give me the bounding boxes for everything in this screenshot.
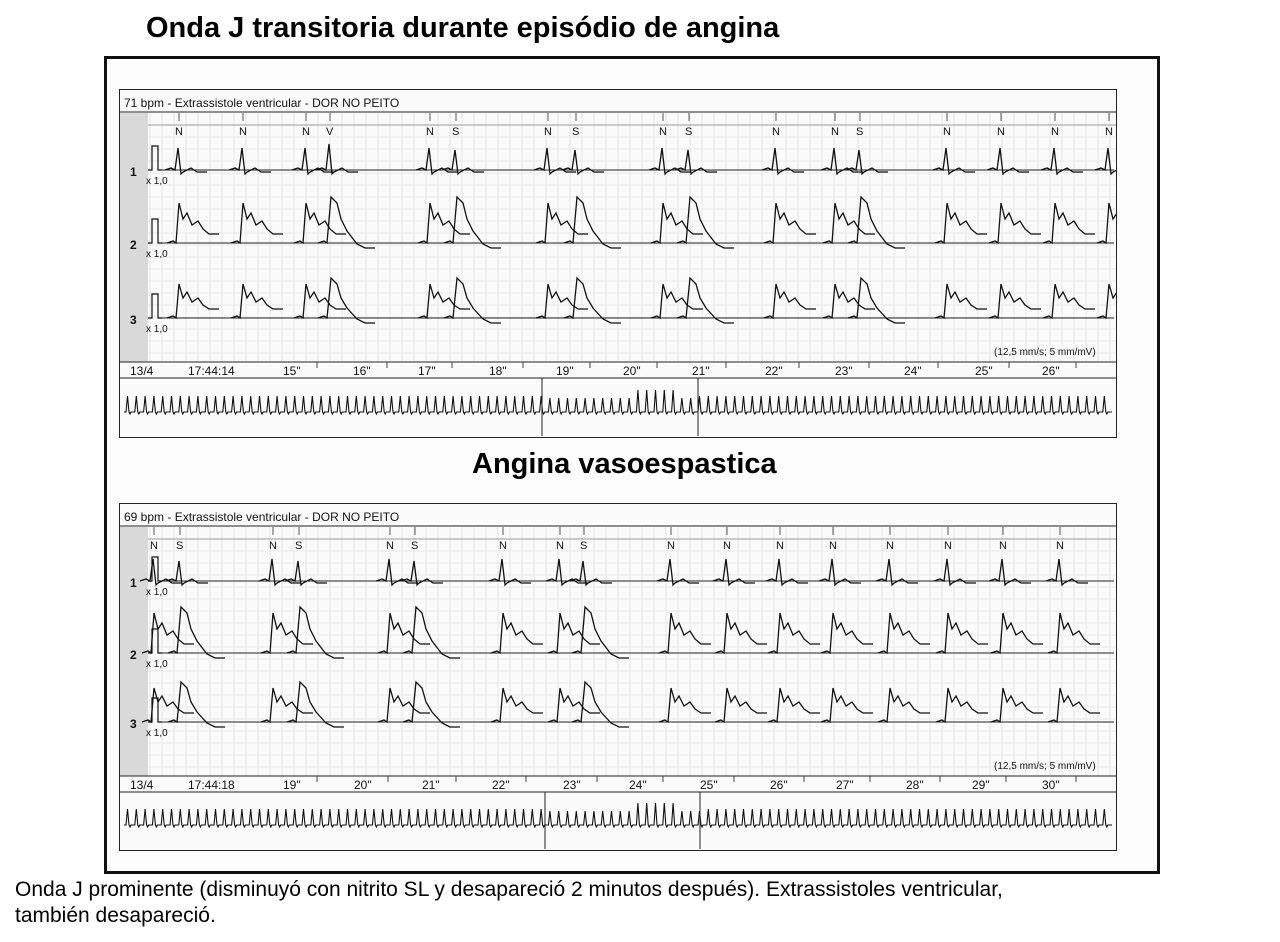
- ecg-beat: [168, 607, 225, 658]
- beat-label: N: [1105, 126, 1113, 138]
- gain-label: x 1,0: [146, 176, 168, 187]
- beat-label: S: [856, 126, 864, 138]
- beat-label: N: [943, 126, 951, 138]
- strip-header: 71 bpm - Extrassistole ventricular - DOR NO PEITO: [124, 96, 400, 110]
- strip-bottom-svg: [120, 504, 1116, 850]
- ecg-beat: [989, 284, 1041, 318]
- second-label: 26": [1042, 364, 1060, 378]
- gain-label: x 1,0: [146, 728, 168, 739]
- lead-number: 3: [130, 717, 137, 731]
- ecg-beat: [167, 284, 219, 318]
- ecg-beat: [821, 688, 873, 722]
- date-label: 13/4: [130, 778, 154, 792]
- rhythm-strip-trace: [124, 803, 1112, 827]
- ecg-beat: [651, 284, 703, 318]
- second-label: 23": [835, 364, 853, 378]
- second-label: 23": [563, 778, 581, 792]
- second-label: 22": [492, 778, 510, 792]
- second-label: 16": [353, 364, 371, 378]
- second-label: 30": [1042, 778, 1060, 792]
- ecg-beat: [991, 688, 1043, 722]
- ecg-beat: [444, 278, 501, 323]
- ecg-beat: [564, 278, 621, 323]
- ecg-beat: [168, 682, 225, 727]
- ecg-beat: [715, 688, 767, 722]
- second-label: 20": [623, 364, 641, 378]
- ecg-beat: [677, 278, 734, 323]
- ecg-beat: [878, 688, 930, 722]
- ecg-beat: [936, 688, 988, 722]
- beat-label: N: [659, 126, 667, 138]
- beat-label: S: [176, 540, 184, 552]
- second-label: 17": [418, 364, 436, 378]
- second-label: 24": [629, 778, 647, 792]
- gain-label: x 1,0: [146, 324, 168, 335]
- beat-label: N: [1051, 126, 1059, 138]
- page-title: Onda J transitoria durante episódio de angina: [146, 12, 780, 44]
- beat-label: N: [544, 126, 552, 138]
- ecg-beat: [378, 688, 430, 722]
- beat-label: N: [723, 540, 731, 552]
- second-label: 24": [904, 364, 922, 378]
- beat-label: N: [386, 540, 394, 552]
- second-label: 25": [700, 778, 718, 792]
- section-title: Angina vasoespastica: [472, 448, 777, 480]
- ecg-beat: [677, 197, 734, 248]
- beat-label: N: [426, 126, 434, 138]
- ecg-beat: [1043, 284, 1095, 318]
- beat-label: N: [776, 540, 784, 552]
- beat-label: S: [580, 540, 588, 552]
- ecg-beat: [231, 284, 283, 318]
- beat-label: N: [886, 540, 894, 552]
- ecg-beat: [403, 607, 460, 658]
- ecg-beat: [768, 688, 820, 722]
- date-label: 13/4: [130, 364, 154, 378]
- ecg-beat: [287, 682, 344, 727]
- beat-label: S: [572, 126, 580, 138]
- beat-label: N: [239, 126, 247, 138]
- beat-label: N: [999, 540, 1007, 552]
- lead-number: 1: [130, 576, 137, 590]
- beat-label: N: [150, 540, 158, 552]
- second-label: 15": [283, 364, 301, 378]
- beat-label: N: [499, 540, 507, 552]
- beat-label: N: [997, 126, 1005, 138]
- second-label: 29": [972, 778, 990, 792]
- second-label: 27": [836, 778, 854, 792]
- second-label: 19": [283, 778, 301, 792]
- lead-number: 2: [130, 238, 137, 252]
- beat-label: N: [556, 540, 564, 552]
- caption-line-1: Onda J prominente (disminuyó con nitrito SL y desapareció 2 minutos después). Extrassistoles ventricular,: [15, 878, 1003, 901]
- strip-header: 69 bpm - Extrassistole ventricular - DOR NO PEITO: [124, 510, 400, 524]
- beat-label: S: [295, 540, 303, 552]
- strip-top-svg: [120, 90, 1116, 437]
- ecg-beat: [659, 688, 711, 722]
- beat-label: N: [302, 126, 310, 138]
- gain-label: x 1,0: [146, 659, 168, 670]
- ecg-beat: [287, 607, 344, 658]
- ecg-beat: [536, 284, 588, 318]
- beat-label: N: [944, 540, 952, 552]
- ecg-beat: [848, 197, 905, 248]
- lead-number: 2: [130, 648, 137, 662]
- holter-strip-top: [119, 89, 1117, 438]
- beat-label: N: [831, 126, 839, 138]
- lead-number: 1: [130, 165, 137, 179]
- speed-label: (12,5 mm/s; 5 mm/mV): [994, 761, 1096, 772]
- second-label: 22": [765, 364, 783, 378]
- ecg-beat: [564, 197, 621, 248]
- beat-label: N: [829, 540, 837, 552]
- second-label: 20": [354, 778, 372, 792]
- clock-label: 17:44:14: [188, 364, 235, 378]
- second-label: 26": [770, 778, 788, 792]
- beat-label: N: [772, 126, 780, 138]
- ecg-beat: [764, 284, 816, 318]
- second-label: 25": [975, 364, 993, 378]
- caption-line-2: también desapareció.: [15, 904, 216, 927]
- ecg-beat: [823, 284, 875, 318]
- holter-strip-bottom: [119, 503, 1117, 851]
- second-label: 28": [906, 778, 924, 792]
- speed-label: (12,5 mm/s; 5 mm/mV): [994, 347, 1096, 358]
- second-label: 21": [422, 778, 440, 792]
- gain-label: x 1,0: [146, 249, 168, 260]
- second-label: 18": [489, 364, 507, 378]
- rhythm-strip-trace: [124, 390, 1112, 414]
- second-label: 21": [692, 364, 710, 378]
- beat-label: N: [1056, 540, 1064, 552]
- beat-label: V: [326, 126, 334, 138]
- ecg-beat: [444, 197, 501, 248]
- lead-number: 3: [130, 313, 137, 327]
- beat-label: S: [452, 126, 460, 138]
- second-label: 19": [556, 364, 574, 378]
- beat-label: N: [667, 540, 675, 552]
- gain-label: x 1,0: [146, 587, 168, 598]
- figure-caption: [15, 877, 1265, 929]
- beat-label: S: [411, 540, 419, 552]
- beat-label: N: [269, 540, 277, 552]
- ecg-beat: [935, 284, 987, 318]
- ecg-beat: [261, 688, 313, 722]
- ecg-beat: [491, 688, 543, 722]
- ecg-beat: [1097, 284, 1116, 318]
- clock-label: 17:44:18: [188, 778, 235, 792]
- beat-label: S: [685, 126, 693, 138]
- beat-label: N: [175, 126, 183, 138]
